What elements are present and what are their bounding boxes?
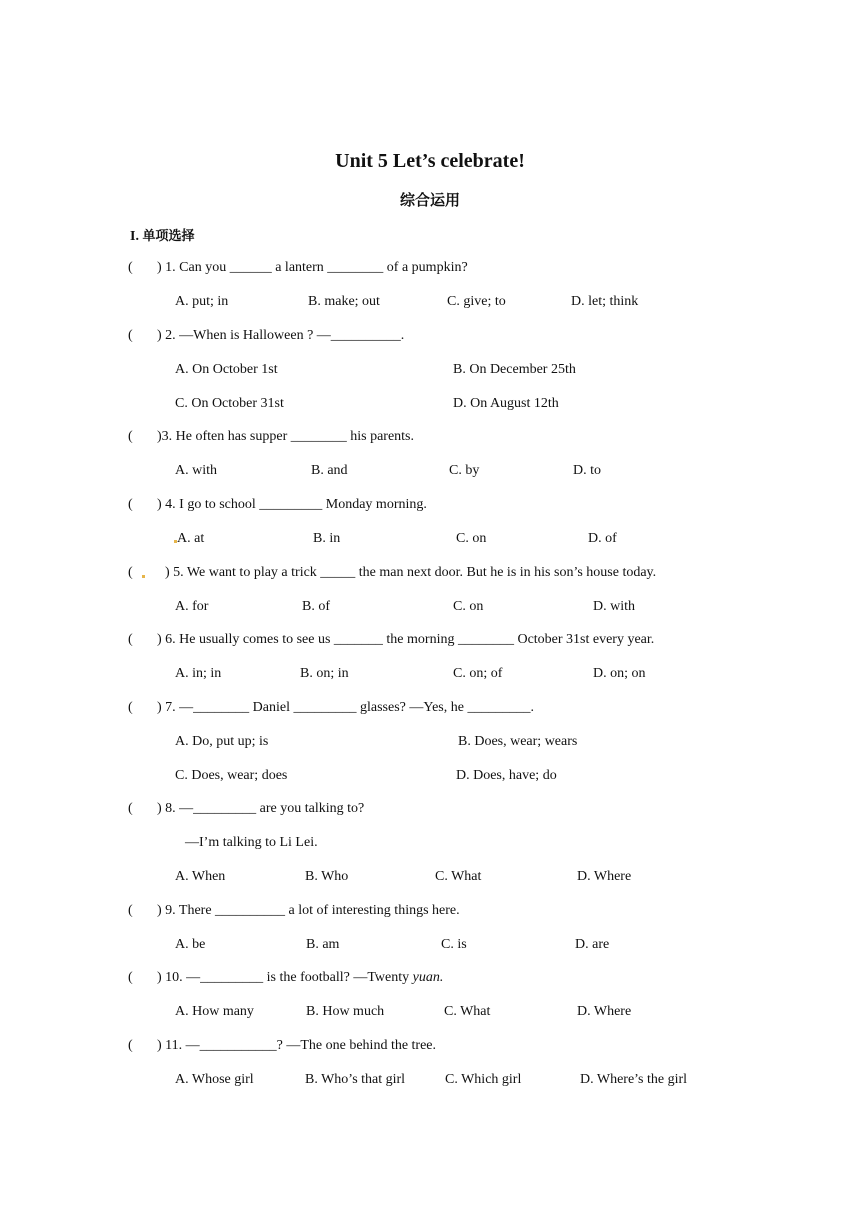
q3-option-d: D. to bbox=[573, 463, 601, 478]
question-4: ) 4. I go to school _________ Monday morning. bbox=[157, 497, 427, 512]
q3-option-a: A. with bbox=[175, 463, 217, 478]
q9-option-b: B. am bbox=[306, 937, 340, 952]
q7-option-d: D. Does, have; do bbox=[456, 768, 557, 783]
q10-option-d: D. Where bbox=[577, 1004, 632, 1019]
answer-bracket: ( bbox=[128, 903, 133, 918]
page-subtitle: 综合运用 bbox=[399, 191, 460, 209]
question-10 bbox=[157, 969, 443, 987]
q2-option-b: B. On December 25th bbox=[453, 362, 576, 377]
q10-option-a: A. How many bbox=[175, 1004, 254, 1019]
stray-mark bbox=[142, 575, 145, 578]
question-2: ) 2. —When is Halloween ? —__________. bbox=[157, 328, 405, 343]
q11-option-b: B. Who’s that girl bbox=[305, 1072, 406, 1087]
question-10-italic: yuan. bbox=[412, 970, 444, 985]
q5-option-b: B. of bbox=[302, 599, 330, 614]
q7-option-a: A. Do, put up; is bbox=[175, 734, 269, 749]
q6-option-d: D. on; on bbox=[593, 666, 646, 681]
q2-option-c: C. On October 31st bbox=[175, 396, 284, 411]
question-10-text: ) 10. —_________ is the football? —Twenty bbox=[157, 970, 413, 985]
q8-option-d: D. Where bbox=[577, 869, 632, 884]
section-heading bbox=[130, 225, 194, 245]
q3-option-b: B. and bbox=[311, 463, 348, 478]
answer-bracket: ( bbox=[128, 1038, 133, 1053]
q11-option-a: A. Whose girl bbox=[175, 1072, 254, 1087]
q10-option-b: B. How much bbox=[306, 1004, 385, 1019]
answer-bracket: ( bbox=[128, 328, 133, 343]
q2-option-d: D. On August 12th bbox=[453, 396, 559, 411]
q10-option-c: C. What bbox=[444, 1004, 491, 1019]
question-8: ) 8. —_________ are you talking to? bbox=[157, 801, 365, 816]
q4-option-a: A. at bbox=[177, 531, 205, 546]
answer-bracket: ( bbox=[128, 260, 133, 275]
q9-option-c: C. is bbox=[441, 937, 467, 952]
q2-option-a: A. On October 1st bbox=[175, 362, 278, 377]
answer-bracket: ( bbox=[128, 970, 133, 985]
q7-option-b: B. Does, wear; wears bbox=[458, 734, 578, 749]
question-11: ) 11. —___________? —The one behind the tree. bbox=[157, 1038, 437, 1053]
question-9: ) 9. There __________ a lot of interesting things here. bbox=[157, 903, 460, 918]
q5-option-c: C. on bbox=[453, 599, 484, 614]
question-1: ) 1. Can you ______ a lantern ________ of a pumpkin? bbox=[157, 260, 468, 275]
q1-option-c: C. give; to bbox=[447, 294, 506, 309]
page-title: Unit 5 Let’s celebrate! bbox=[335, 150, 525, 172]
question-7: ) 7. —________ Daniel _________ glasses? —Yes, he _________. bbox=[157, 700, 534, 715]
section-number: I. bbox=[130, 229, 139, 244]
q8-answer-line: —I’m talking to Li Lei. bbox=[185, 835, 318, 850]
question-3: )3. He often has supper ________ his parents. bbox=[157, 429, 415, 444]
q5-option-a: A. for bbox=[175, 599, 209, 614]
question-6: ) 6. He usually comes to see us _______ the morning ________ October 31st every year. bbox=[157, 632, 655, 647]
q1-option-b: B. make; out bbox=[308, 294, 380, 309]
answer-bracket: ( bbox=[128, 497, 133, 512]
q4-option-b: B. in bbox=[313, 531, 341, 546]
q6-option-a: A. in; in bbox=[175, 666, 222, 681]
answer-bracket: ( bbox=[128, 429, 133, 444]
q9-option-a: A. be bbox=[175, 937, 206, 952]
q8-option-b: B. Who bbox=[305, 869, 349, 884]
q5-option-d: D. with bbox=[593, 599, 635, 614]
q4-option-d: D. of bbox=[588, 531, 617, 546]
q11-option-c: C. Which girl bbox=[445, 1072, 522, 1087]
answer-bracket: ( bbox=[128, 801, 133, 816]
q4-option-c: C. on bbox=[456, 531, 487, 546]
q1-option-d: D. let; think bbox=[571, 294, 639, 309]
section-label: 单项选择 bbox=[142, 229, 195, 244]
q6-option-c: C. on; of bbox=[453, 666, 503, 681]
q3-option-c: C. by bbox=[449, 463, 480, 478]
answer-bracket: ( bbox=[128, 632, 133, 647]
answer-bracket: ( bbox=[128, 565, 133, 580]
q11-option-d: D. Where’s the girl bbox=[580, 1072, 688, 1087]
q9-option-d: D. are bbox=[575, 937, 610, 952]
q8-option-c: C. What bbox=[435, 869, 482, 884]
q6-option-b: B. on; in bbox=[300, 666, 349, 681]
answer-bracket: ( bbox=[128, 700, 133, 715]
q8-option-a: A. When bbox=[175, 869, 226, 884]
question-5: ) 5. We want to play a trick _____ the man next door. But he is in his son’s house today. bbox=[165, 565, 657, 580]
q7-option-c: C. Does, wear; does bbox=[175, 768, 288, 783]
q1-option-a: A. put; in bbox=[175, 294, 229, 309]
